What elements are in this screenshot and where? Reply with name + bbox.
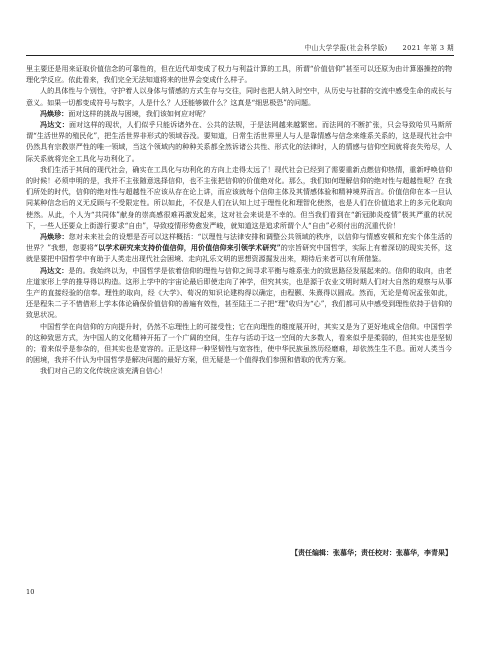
article-body — [26, 63, 452, 377]
paragraph: 冯焕珍：您对未来社会的设想是否可以这样概括：“以理性与法律安排和调整公共领域的秩序，以信仰与情感安顿和充实个体生活的世界？”我想，您要将“以学术研究来支持价值信仰，用价值信仰来引领学术研究”的宗旨研究中国哲学，实际上有着深切的现实关怀，这就是要把中国哲学中有助于人类走出现代社会困境、走向礼乐文明的思想资源掘发出来，期待后来者可以有所借鉴。 — [26, 232, 452, 264]
issue-label: 2021 年第 3 期 — [402, 44, 454, 52]
paragraph: 我们生活于其间的现代社会，确实在工具化与功利化的方向上走得太远了！现代社会已经到了需要重新点燃信仰热情，重新呼唤信仰的时候！必须申明的是，我并不主张随意选择信仰，也不主张把信仰的价值绝对化。那么，我们如何理解信仰的绝对性与超越性呢？在我们所处的时代，信仰的绝对性与超越性不应该从存在论上讲，而应该就每个信仰主体及其情感体验和精神境界而言。价值信仰在本一旦认同某种信念后的义无反顾与不受限定性。所以如此，不仅是人们在认知上过于理性化和理智化使然，也是人们在价值追求上的多元化取向使然。从此，个人为“共同体”献身的崇高感很难再激发起来，这对社会来说是不幸的。但当我们看到在“新冠肺炎疫情”极其严重的状况下，一些人还要众上街游行要求“自由”，导致疫情形势愈发严峻，就知道这是追求所谓个人“自由”必须付出的沉重代价！ — [26, 164, 452, 230]
emphasized-text: “以学术研究来支持价值信仰，用价值信仰来引领学术研究” — [93, 243, 281, 253]
editor-credit: 【责任编辑：张慕华；责任校对：张慕华，李青果】 — [291, 549, 452, 557]
paragraph: 冯达文：是的。我始终以为，中国哲学是依着信仰的理性与信仰之间寻求平衡与维系张力的致思路径发展起来的。信仰的取向，由老庄道家形上学的推导得以构造。这形上学中的宇宙论最后即使走向了神学，但究其实，也是源于农业文明时期人们对大自然的观察与从事生产的直接经验的信奉。理性的取向，经《大学》、荀况的知识论建构得以确定，由程颢、朱熹得以圆成。然而，无论是荀况孟张如此，还是程朱二子不惜借形上学本体论确保价值信仰的善遍有效性，甚至陆王二子把“理”收归为“心”，我们都可从中感受到理性依持于信仰的致思状况。 — [26, 265, 452, 320]
paragraph: 中国哲学在向信仰的方向提升时，仍然不忘理性上的可接受性；它在向理性的维度展开时，其实又是为了更好地成全信仰。中国哲学的这种致思方式，为中国人的文化精神开拓了一个广阔的空间，生存与活动于这一空间的大多数人，看来似乎是柔弱的，但其实也是坚韧的；看来似乎是参杂的，但其实也是宽容的。正是这样一种坚韧性与宽容性，使中华民族虽然历经磨难，却依然生生不息。面对人类当今的困境，我并不什认为中国哲学是解决问题的最好方案，但无疑是一个值得我们参照和借取的优秀方案。 — [26, 321, 452, 365]
paragraph: 我们对自己的文化传统应该充满自信心！ — [40, 366, 167, 376]
journal-name: 中山大学学报(社会科学版) — [304, 44, 388, 52]
speaker-label: 冯达文： — [40, 120, 69, 130]
speaker-label: 冯焕珍： — [40, 232, 69, 242]
paragraph: 冯焕珍：面对这样的挑战与困境，我们该如何应对呢？ — [40, 108, 210, 118]
speaker-label: 冯焕珍： — [40, 108, 69, 118]
running-header — [26, 43, 454, 56]
speaker-label: 冯达文： — [40, 265, 69, 275]
page-number: 10 — [26, 588, 35, 596]
paragraph: 里主要还是用来证取价值信念的可靠性的，但在近代却变成了权力与利益计算的工具，所谓“价值信仰”甚至可以还原为由计算器操控的物理化学反应。依此看来，我们完全无法知道将来的世界会变成什么样子。 — [26, 64, 452, 85]
paragraph: 冯达文：面对这样的现状，人们似乎只能诉诸外在、公共的法规，于是法网越来越繁密。而法网的不断扩张，只会导致哈贝马斯所谓“生活世界的殖民化”，把生活世界非形式的领域吞没。要知道，日常生活世界里人与人是靠情感与信念来维系关系的，这是现代社会中仍然具有宗教崇严性的唯一领域，当这个领域内的种种关系都全然诉诸公共性、形式化的法律时，人的情感与信仰空间就将丧失殆尽，人际关系就将完全工具化与功利化了。 — [26, 120, 452, 163]
paragraph: 人的具体性与个别性，守护着人以身体与情感的方式生存与交往，同时也把人纳入时空中，从历史与社群的交流中感受生命的成长与意义。如果一切都变成符号与数字，人是什么？人还能够做什么？这真是“细思极恐”的问题。 — [26, 86, 452, 107]
